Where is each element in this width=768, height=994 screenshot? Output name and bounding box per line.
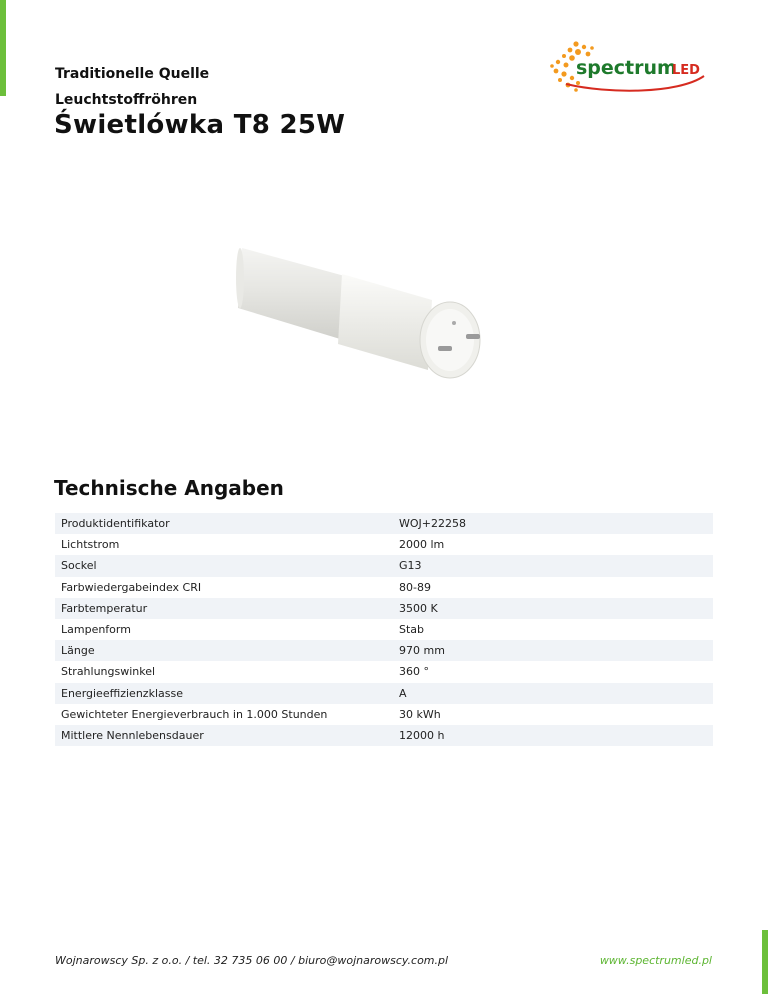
spectrum-led-logo — [548, 38, 708, 94]
accent-bar-bottom — [762, 930, 768, 994]
spec-row — [55, 513, 713, 534]
spec-row — [55, 619, 713, 640]
product-image-tube — [232, 238, 532, 388]
spec-row — [55, 534, 713, 555]
spec-label: Farbtemperatur — [61, 601, 148, 615]
spec-row — [55, 598, 713, 619]
spec-value: 360 ° — [399, 665, 429, 679]
product-category: Traditionelle Quelle — [55, 66, 210, 82]
spec-label: Sockel — [61, 559, 97, 573]
spec-row — [55, 555, 713, 576]
spec-row — [55, 683, 713, 704]
footer-website[interactable]: www.spectrumled.pl — [599, 954, 712, 967]
spec-row — [55, 577, 713, 598]
spec-row — [55, 704, 713, 725]
spec-value: 3500 K — [399, 601, 438, 615]
footer-contact: Wojnarowscy Sp. z o.o. / tel. 32 735 06 00 / biuro@wojnarowscy.com.pl — [55, 954, 449, 967]
spec-value: 970 mm — [399, 644, 445, 658]
spec-label: Strahlungswinkel — [61, 665, 156, 679]
specs-title: Technische Angaben — [54, 476, 284, 500]
spec-row — [55, 640, 713, 661]
accent-bar-top — [0, 0, 6, 96]
spec-value: 30 kWh — [399, 707, 441, 721]
logo-brand: spectrum — [576, 57, 677, 79]
spec-value: G13 — [399, 559, 422, 573]
spec-value: 80-89 — [399, 580, 431, 594]
spec-value: WOJ+22258 — [399, 517, 466, 531]
spec-label: Lampenform — [61, 623, 131, 637]
spec-value: 2000 lm — [399, 538, 445, 552]
spec-label: Lichtstrom — [61, 538, 120, 552]
spec-label: Produktidentifikator — [61, 517, 170, 531]
spec-table — [55, 513, 713, 746]
logo-suffix: LED — [672, 63, 700, 78]
spec-label: Gewichteter Energieverbrauch in 1.000 Stunden — [61, 707, 328, 721]
spec-value: 12000 h — [399, 728, 445, 742]
product-subcategory: Leuchtstoffröhren — [55, 92, 198, 108]
page-title: Świetlówka T8 25W — [54, 110, 346, 140]
spec-value: A — [399, 686, 407, 700]
spec-label: Energieeffizienzklasse — [61, 686, 183, 700]
spec-label: Farbwiedergabeindex CRI — [61, 580, 202, 594]
spec-value: Stab — [399, 623, 425, 637]
spec-label: Mittlere Nennlebensdauer — [61, 728, 204, 742]
spec-label: Länge — [61, 644, 95, 658]
spec-row — [55, 725, 713, 746]
spec-row — [55, 661, 713, 682]
